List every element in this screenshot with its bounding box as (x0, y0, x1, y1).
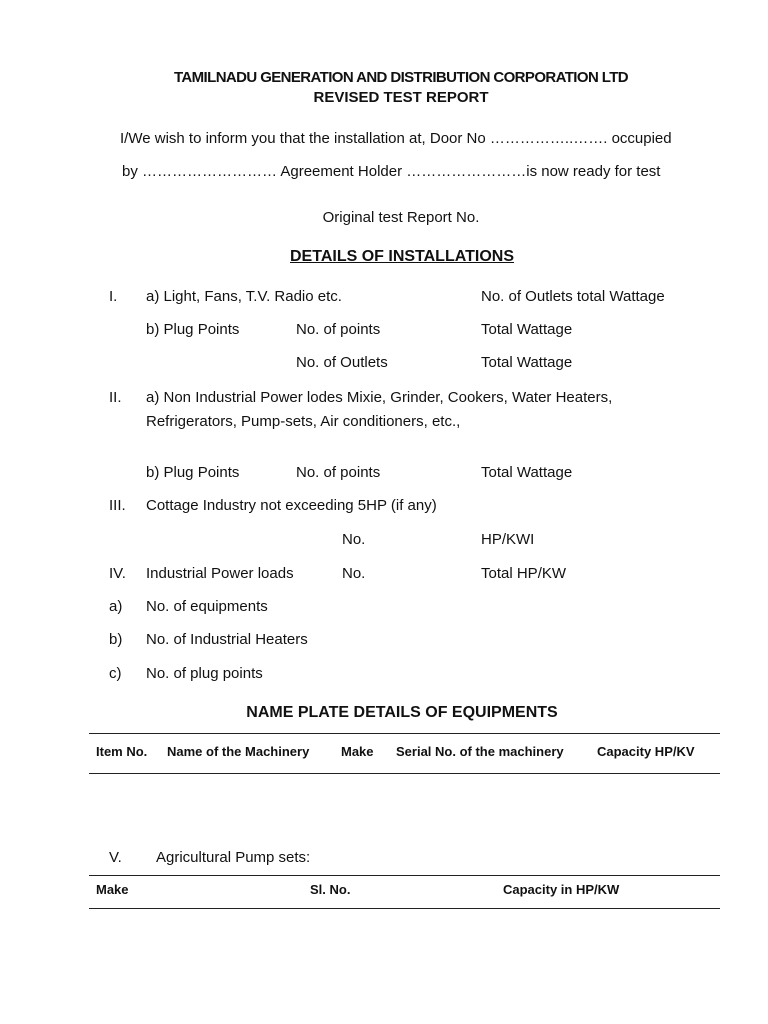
total-wattage-label: Total Wattage (481, 464, 573, 481)
column-header-capacity: Capacity in HP/KW (503, 882, 620, 897)
report-title: REVISED TEST REPORT (313, 89, 489, 106)
total-wattage-label: Total Wattage (481, 354, 573, 371)
section-numeral-3: III. (109, 497, 126, 514)
section-numeral-5: V. (109, 849, 122, 866)
column-header-item-no: Item No. (96, 744, 148, 759)
outlets-wattage-label: No. of Outlets total Wattage (481, 288, 665, 305)
list-item: No. of equipments (146, 598, 268, 615)
cottage-industry-label: Cottage Industry not exceeding 5HP (if any) (146, 497, 437, 514)
cottage-no-label: No. (342, 531, 366, 548)
name-plate-heading: NAME PLATE DETAILS OF EQUIPMENTS (246, 704, 558, 721)
agricultural-label: Agricultural Pump sets: (156, 849, 311, 866)
industrial-loads-label: Industrial Power loads (146, 565, 294, 582)
plug-points-label: b) Plug Points (146, 464, 240, 481)
list-marker: a) (109, 598, 123, 615)
list-item: No. of plug points (146, 665, 263, 682)
agri-table-top-rule (89, 875, 720, 876)
column-header-sl-no: Sl. No. (310, 882, 351, 897)
industrial-total-label: Total HP/KW (481, 565, 567, 582)
intro-line-1: I/We wish to inform you that the installation at, Door No ……………..……. occupied (120, 130, 672, 147)
non-industrial-line-2: Refrigerators, Pump-sets, Air conditioners, etc., (146, 413, 461, 430)
list-marker: c) (109, 665, 122, 682)
total-wattage-label: Total Wattage (481, 321, 573, 338)
details-heading: DETAILS OF INSTALLATIONS (290, 248, 514, 265)
section-numeral-4: IV. (109, 565, 126, 582)
no-of-points-label: No. of points (296, 464, 381, 481)
table-top-rule (89, 733, 720, 734)
column-header-capacity: Capacity HP/KV (597, 744, 695, 759)
section-numeral-2: II. (109, 389, 122, 406)
column-header-make: Make (96, 882, 129, 897)
table-header-rule (89, 773, 720, 774)
intro-line-2: by ……………………… Agreement Holder ……………………is now ready for test (122, 163, 661, 180)
list-marker: b) (109, 631, 123, 648)
original-report-label: Original test Report No. (322, 209, 480, 226)
industrial-no-label: No. (342, 565, 366, 582)
no-of-outlets-label: No. of Outlets (296, 354, 388, 371)
no-of-points-label: No. of points (296, 321, 381, 338)
section-numeral-1: I. (109, 288, 118, 305)
non-industrial-line-1: a) Non Industrial Power lodes Mixie, Grinder, Cookers, Water Heaters, (146, 389, 613, 406)
agri-table-header-rule (89, 908, 720, 909)
column-header-make: Make (341, 744, 374, 759)
list-item: No. of Industrial Heaters (146, 631, 308, 648)
organization-name: TAMILNADU GENERATION AND DISTRIBUTION CORPORATION LTD (173, 69, 628, 86)
column-header-machinery: Name of the Machinery (167, 744, 310, 759)
cottage-unit-label: HP/KWI (481, 531, 535, 548)
column-header-serial: Serial No. of the machinery (396, 744, 564, 759)
plug-points-label: b) Plug Points (146, 321, 240, 338)
light-fans-label: a) Light, Fans, T.V. Radio etc. (146, 288, 342, 305)
